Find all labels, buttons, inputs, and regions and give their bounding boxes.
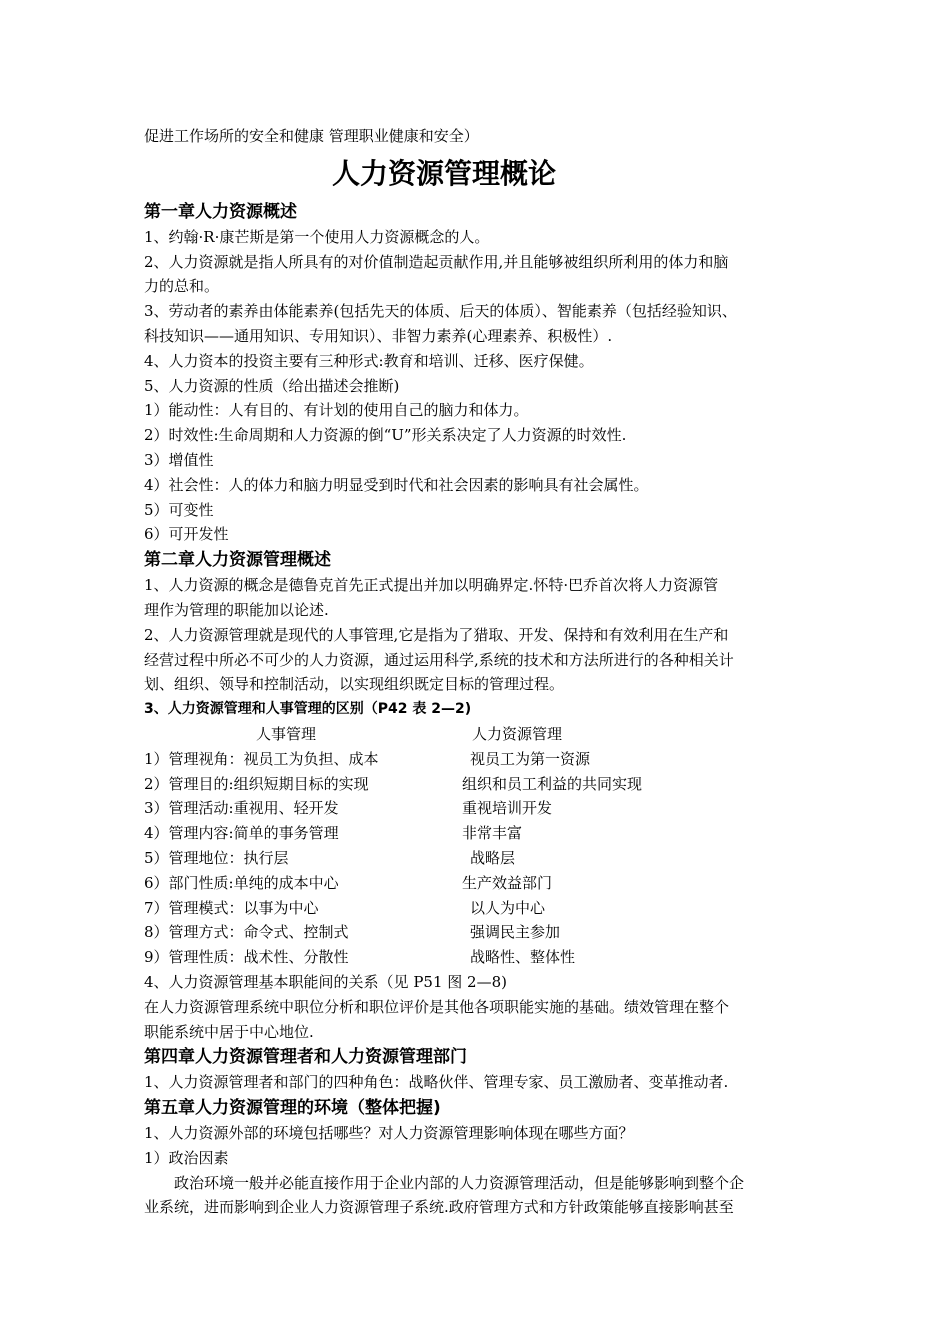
paragraph-line: 4）社会性：人的体力和脑力明显受到时代和社会因素的影响具有社会属性。 [144,475,649,494]
chapter-5-heading: 第五章人力资源管理的环境（整体把握) [144,1098,441,1119]
comparison-row [144,747,824,772]
paragraph-line: 科技知识——通用知识、专用知识）、非智力素养(心理素养、积极性）. [144,326,613,345]
row-left: 3）管理活动:重视用、轻开发 [144,799,339,818]
paragraph-line: 力的总和。 [144,277,220,296]
column-header-hrm: 人力资源管理 [472,724,563,743]
row-right: 战略层 [470,848,516,867]
paragraph-line: 经营过程中所必不可少的人力资源，通过运用科学,系统的技术和方法所进行的各种相关计 [144,650,734,669]
row-left: 2）管理目的:组织短期目标的实现 [144,774,369,793]
paragraph-line: 划、组织、领导和控制活动，以实现组织既定目标的管理过程。 [144,675,565,694]
comparison-row [144,871,824,896]
chapter-2-heading: 第二章人力资源管理概述 [144,550,331,571]
chapter-1-heading: 第一章人力资源概述 [144,201,297,222]
paragraph-line: 1）能动性：人有目的、有计划的使用自己的脑力和体力。 [144,401,529,420]
paragraph-line: 职能系统中居于中心地位. [144,1022,314,1041]
paragraph-line: 4、人力资本的投资主要有三种形式:教育和培训、迁移、医疗保健。 [144,351,594,370]
comparison-row [144,821,824,846]
row-left: 7）管理模式：以事为中心 [144,898,319,917]
row-left: 8）管理方式：命令式、控制式 [144,923,349,942]
row-left: 6）部门性质:单纯的成本中心 [144,873,339,892]
column-header-personnel: 人事管理 [256,724,317,743]
document-page [144,124,824,1220]
paragraph-line: 2、人力资源就是指人所具有的对价值制造起贡献作用,并且能够被组织所利用的体力和脑 [144,252,729,271]
row-left: 5）管理地位：执行层 [144,848,289,867]
paragraph-line: 5）可变性 [144,500,214,519]
paragraph-line: 1）政治因素 [144,1148,229,1167]
paragraph-line: 1、人力资源管理者和部门的四种角色：战略伙伴、管理专家、员工激励者、变革推动者. [144,1073,729,1092]
paragraph-line: 4、人力资源管理基本职能间的关系（见 P51 图 2—8) [144,972,507,991]
paragraph-line: 2、人力资源管理就是现代的人事管理,它是指为了猎取、开发、保持和有效利用在生产和 [144,625,729,644]
paragraph-line: 5、人力资源的性质（给出描述会推断) [144,376,400,395]
paragraph-line: 6）可开发性 [144,525,229,544]
row-right: 视员工为第一资源 [470,749,591,768]
paragraph-line-indented: 政治环境一般并必能直接作用于企业内部的人力资源管理活动，但是能够影响到整个企 [174,1173,745,1192]
comparison-row [144,945,824,970]
row-right: 强调民主参加 [470,923,561,942]
paragraph-line: 3、劳动者的素养由体能素养(包括先天的体质、后天的体质）、智能素养（包括经验知识、 [144,302,737,321]
paragraph-line: 业系统，进而影响到企业人力资源管理子系统.政府管理方式和方针政策能够直接影响甚至 [144,1198,734,1217]
paragraph-line: 1、人力资源外部的环境包括哪些？对人力资源管理影响体现在哪些方面？ [144,1124,634,1143]
row-right: 以人为中心 [470,898,546,917]
paragraph-line: 1、人力资源的概念是德鲁克首先正式提出并加以明确界定.怀特·巴乔首次将人力资源管 [144,576,719,595]
row-right: 生产效益部门 [462,873,553,892]
row-right: 战略性、整体性 [470,948,576,967]
row-left: 9）管理性质：战术性、分散性 [144,948,349,967]
paragraph-line: 2）时效性:生命周期和人力资源的倒“U”形关系决定了人力资源的时效性. [144,426,627,445]
document-title: 人力资源管理概论 [331,156,556,190]
row-left: 4）管理内容:简单的事务管理 [144,824,339,843]
row-left: 1）管理视角：视员工为负担、成本 [144,749,379,768]
row-right: 非常丰富 [462,824,523,843]
comparison-table-heading: 3、人力资源管理和人事管理的区别（P42 表 2—2) [144,701,472,718]
row-right: 组织和员工利益的共同实现 [462,774,643,793]
paragraph-line: 1、约翰·R·康芒斯是第一个使用人力资源概念的人。 [144,227,490,246]
paragraph-line: 理作为管理的职能加以论述. [144,600,329,619]
chapter-4-heading: 第四章人力资源管理者和人力资源管理部门 [144,1047,467,1068]
comparison-row [144,920,824,945]
comparison-row [144,846,824,871]
comparison-row [144,896,824,921]
paragraph-line: 3）增值性 [144,450,214,469]
paragraph-line: 在人力资源管理系统中职位分析和职位评价是其他各项职能实施的基础。绩效管理在整个 [144,997,730,1016]
comparison-table-header [144,722,824,747]
comparison-row [144,796,824,821]
top-line: 促进工作场所的安全和健康 管理职业健康和安全） [144,127,479,145]
comparison-row [144,772,824,797]
row-right: 重视培训开发 [462,799,553,818]
